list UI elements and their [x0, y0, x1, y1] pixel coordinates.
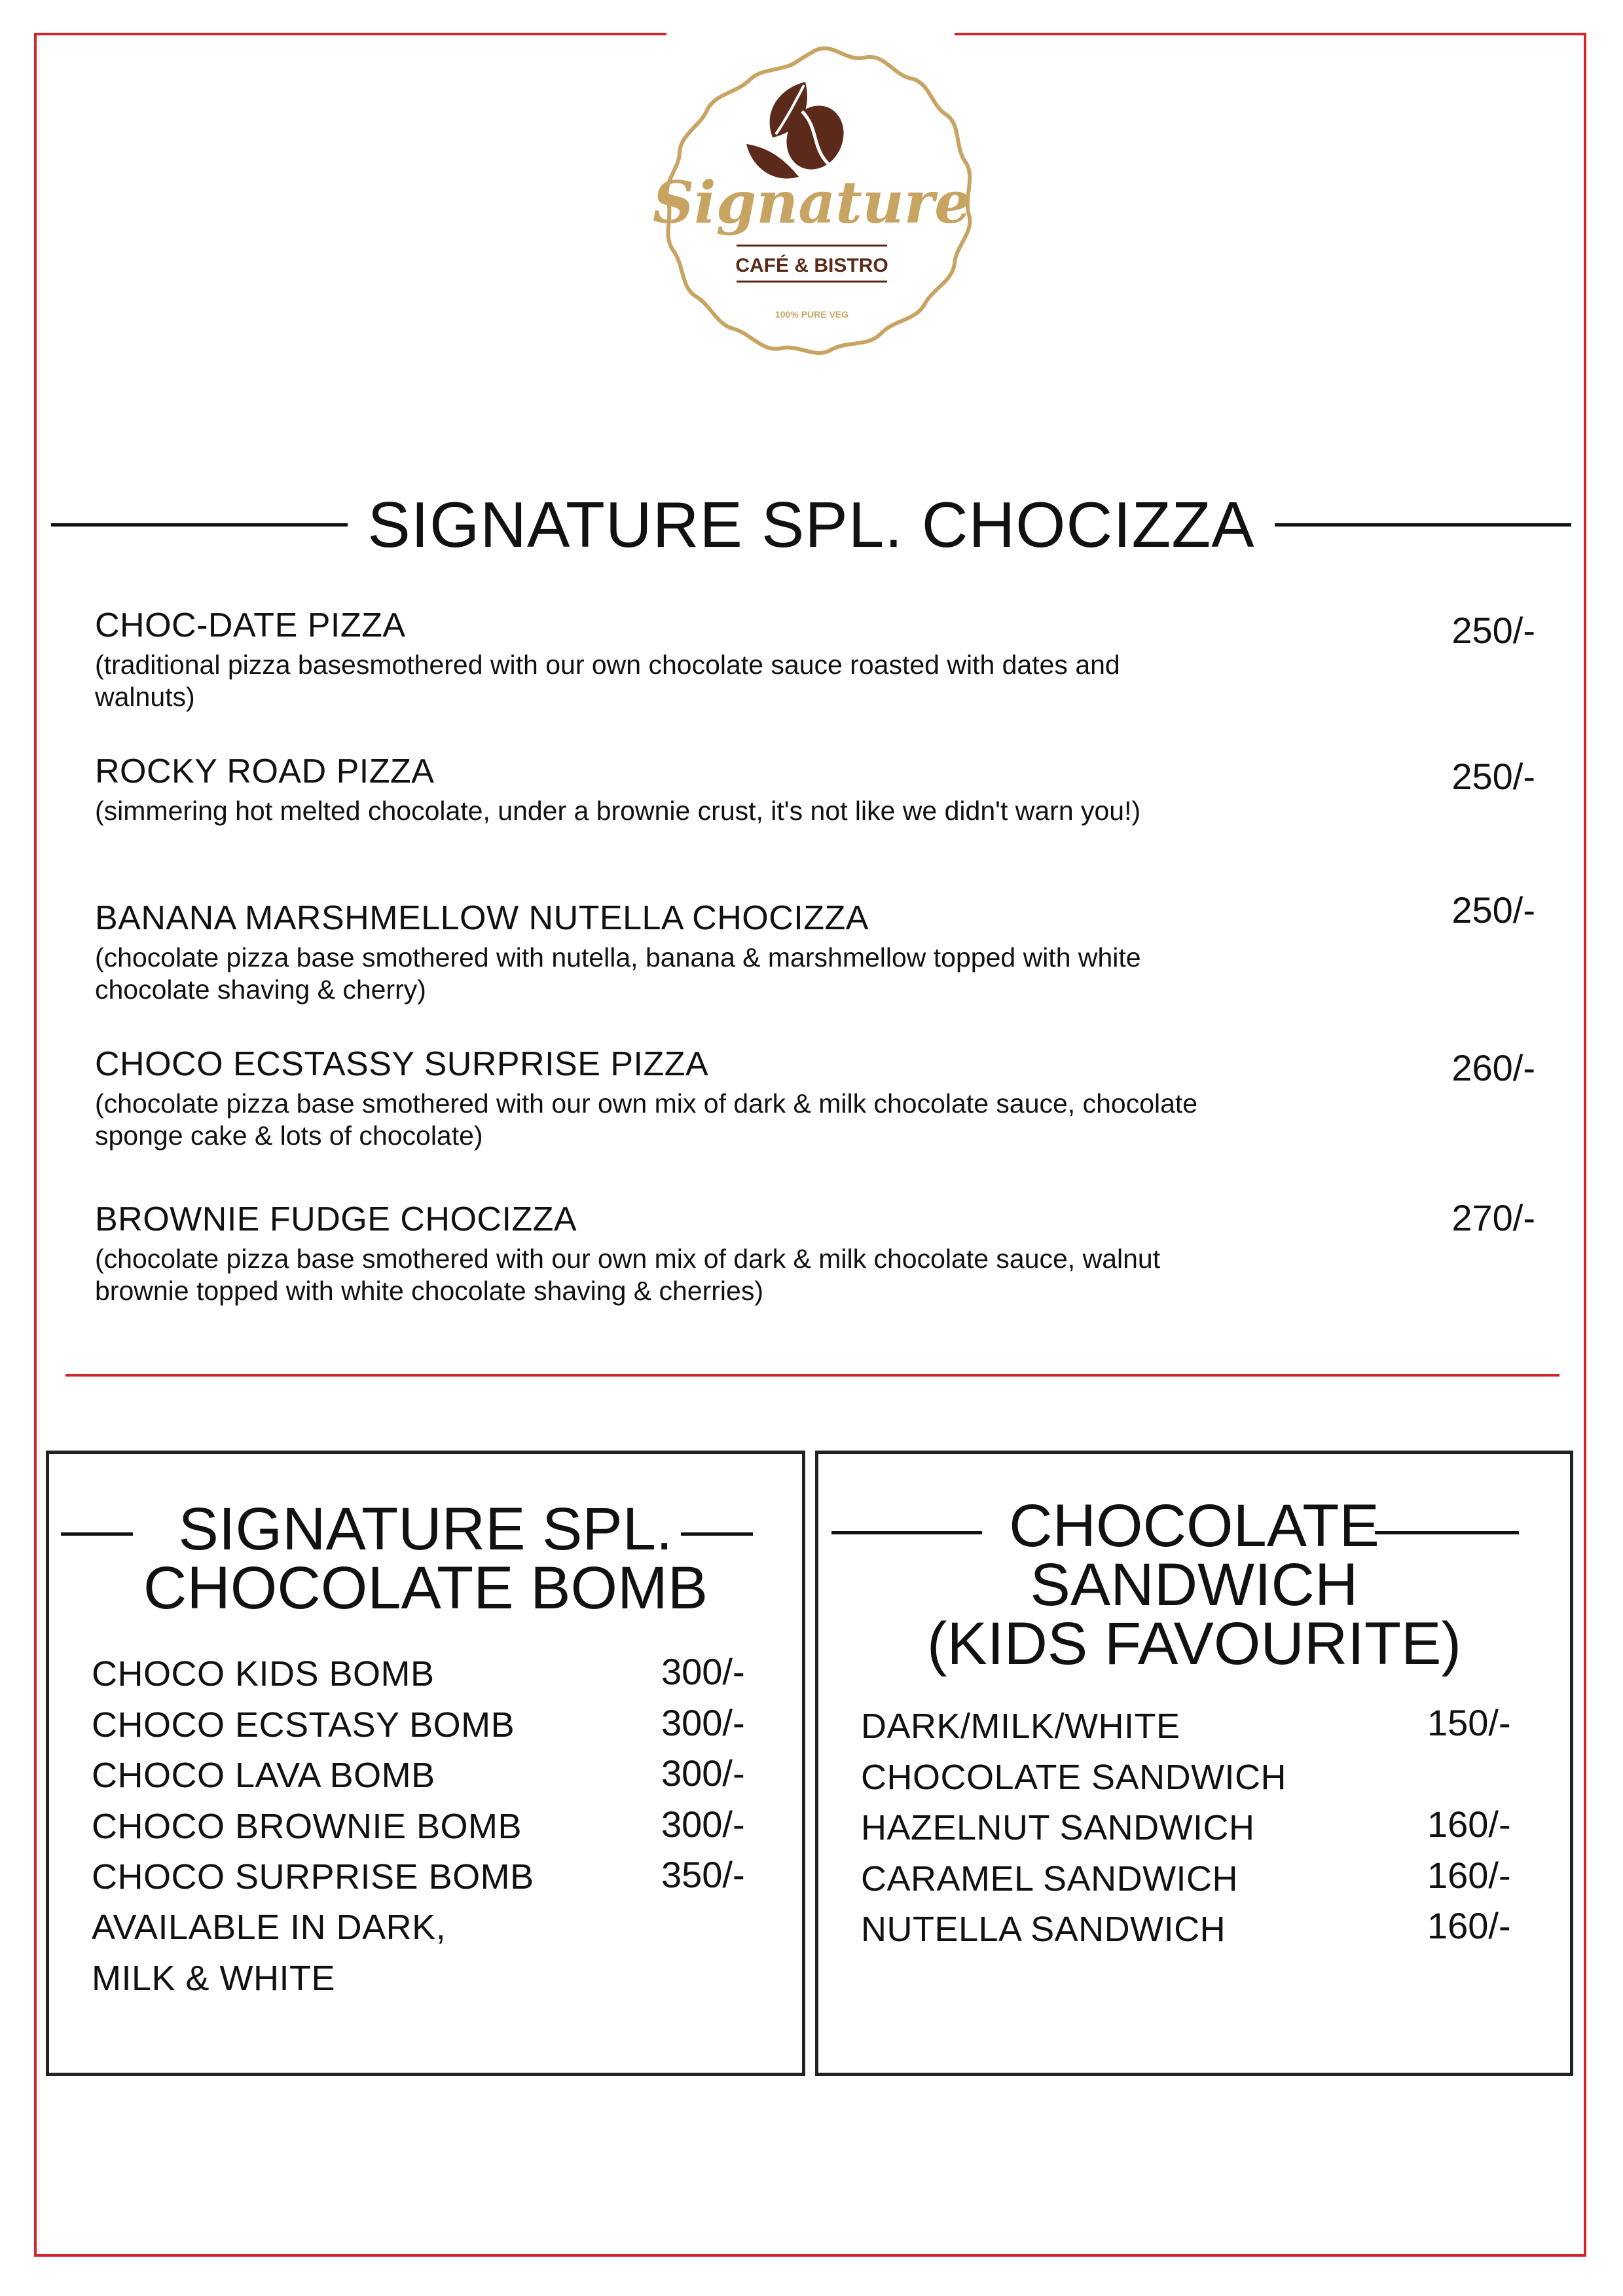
item-price: 160/-	[1427, 1804, 1511, 1845]
logo-tagline: CAFÉ & BISTRO	[735, 255, 888, 276]
list-item: CHOCOLATE SANDWICH	[861, 1758, 1287, 1797]
item-name: BROWNIE FUDGE CHOCIZZA	[95, 1200, 577, 1238]
item-price: 160/-	[1427, 1855, 1511, 1896]
item-description: (traditional pizza basesmothered with our own chocolate sauce roasted with dates and walnuts)	[95, 650, 1120, 712]
chocolate-bomb-box	[46, 1451, 805, 2076]
menu-item	[95, 752, 1535, 827]
list-item: CARAMEL SANDWICH	[861, 1859, 1239, 1898]
list-item: DARK/MILK/WHITE	[861, 1707, 1180, 1746]
menu-item	[95, 1197, 1535, 1307]
list-item: CHOCO LAVA BOMB	[92, 1756, 435, 1795]
item-description: (chocolate pizza base smothered with nutella, banana & marshmellow topped with white chocolate shaving & cherry)	[95, 942, 1141, 1005]
item-price: 250/-	[1451, 610, 1535, 651]
item-price: 250/-	[1451, 756, 1535, 797]
item-name: ROCKY ROAD PIZZA	[95, 752, 435, 790]
item-price: 300/-	[661, 1752, 745, 1794]
bomb-title-line1: SIGNATURE SPL.	[178, 1496, 673, 1563]
menu-item	[95, 606, 1535, 713]
item-price: 160/-	[1427, 1905, 1511, 1946]
sandwich-title-line1: CHOCOLATE	[1009, 1492, 1379, 1559]
item-price: 300/-	[661, 1804, 745, 1845]
bomb-title-line2: CHOCOLATE BOMB	[143, 1555, 708, 1621]
item-name: CHOC-DATE PIZZA	[95, 606, 406, 644]
chocizza-heading	[51, 488, 1571, 562]
list-item: HAZELNUT SANDWICH	[861, 1808, 1255, 1847]
list-item: CHOCO SURPRISE BOMB	[92, 1857, 534, 1897]
item-name: CHOCO ECSTASSY SURPRISE PIZZA	[95, 1045, 709, 1083]
chocolate-sandwich-box	[815, 1451, 1573, 2076]
heading-rule-right	[1275, 523, 1571, 527]
menu-item	[95, 889, 1535, 1006]
list-item: CHOCO BROWNIE BOMB	[92, 1807, 522, 1846]
item-price: 300/-	[661, 1702, 745, 1743]
list-item: CHOCO ECSTASY BOMB	[92, 1705, 515, 1745]
chocolate-bomb-title	[49, 1496, 802, 1621]
list-item: CHOCO KIDS BOMB	[92, 1654, 435, 1694]
item-price: 270/-	[1451, 1197, 1535, 1238]
item-price: 260/-	[1451, 1047, 1535, 1088]
sandwich-title-line3: (KIDS FAVOURITE)	[926, 1610, 1462, 1677]
section-divider	[65, 1374, 1559, 1377]
item-price: 150/-	[1427, 1702, 1511, 1743]
item-description: (chocolate pizza base smothered with our own mix of dark & milk chocolate sauce, walnut brownie topped with white chocolate shaving & cherries)	[95, 1244, 1161, 1306]
availability-note: AVAILABLE IN DARK,	[92, 1908, 447, 1947]
heading-rule-left	[51, 523, 348, 527]
chocizza-title: SIGNATURE SPL. CHOCIZZA	[367, 489, 1255, 561]
item-price: 250/-	[1451, 889, 1535, 931]
sandwich-title-line2: SANDWICH	[1030, 1551, 1359, 1618]
logo-veg-note: 100% PURE VEG	[775, 309, 849, 320]
item-description: (simmering hot melted chocolate, under a brownie crust, it's not like we didn't warn you!)	[95, 796, 1141, 826]
item-price: 350/-	[661, 1854, 745, 1895]
logo-script-text: Signature	[652, 168, 972, 236]
list-item: NUTELLA SANDWICH	[861, 1910, 1226, 1949]
item-price: 300/-	[661, 1651, 745, 1692]
availability-note: MILK & WHITE	[92, 1959, 336, 1998]
chocolate-sandwich-title	[818, 1492, 1570, 1677]
signature-logo	[615, 13, 1008, 406]
item-description: (chocolate pizza base smothered with our own mix of dark & milk chocolate sauce, chocolate sponge cake & lots of chocolate)	[95, 1088, 1198, 1151]
menu-item	[95, 1045, 1535, 1152]
item-name: BANANA MARSHMELLOW NUTELLA CHOCIZZA	[95, 899, 869, 937]
